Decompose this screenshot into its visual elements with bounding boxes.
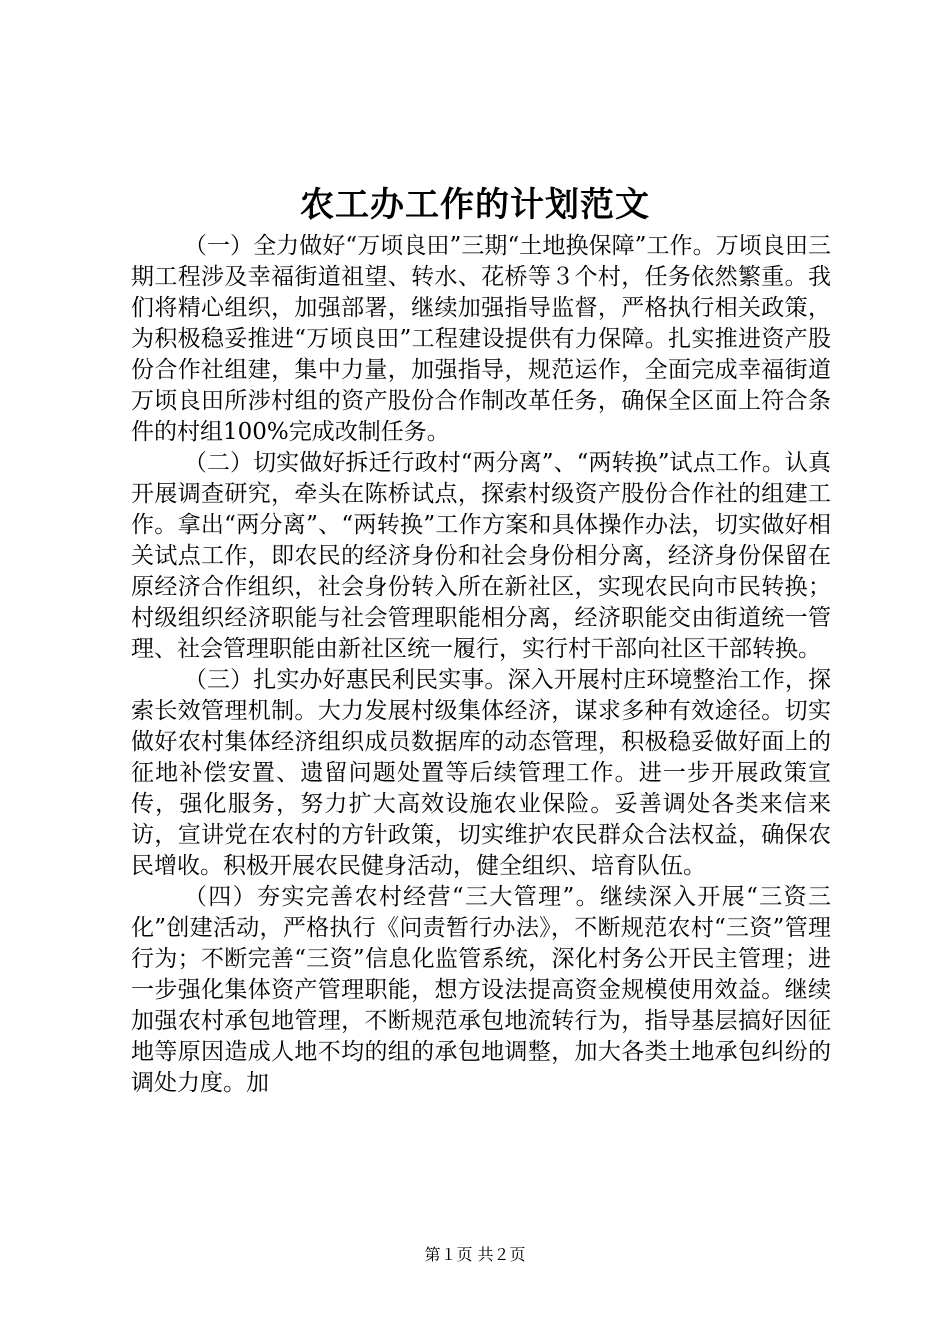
paragraph-3: （三）扎实办好惠民利民实事。深入开展村庄环境整治工作，探索长效管理机制。大力发展村级集体经济，谋求多种有效途径。切实做好农村集体经济组织成员数据库的动态管理，积极稳妥做好面上的征地补偿安置、遗留问题处置等后续管理工作。进一步开展政策宣传，强化服务，努力扩大高效设施农业保险。妥善调处各类来信来访，宣讲党在农村的方针政策，切实维护农民群众合法权益，确保农民增收。积极开展农民健身活动，健全组织、培育队伍。 bbox=[131, 667, 831, 879]
paragraph-1: （一）全力做好“万顷良田”三期“土地换保障”工作。万顷良田三期工程涉及幸福街道祖望、转水、花桥等３个村，任务依然繁重。我们将精心组织，加强部署，继续加强指导监督，严格执行相关政策，为积极稳妥推进“万顷良田”工程建设提供有力保障。扎实推进资产股份合作社组建，集中力量，加强指导，规范运作，全面完成幸福街道万顷良田所涉村组的资产股份合作制改革任务，确保全区面上符合条件的村组100%完成改制任务。 bbox=[131, 233, 831, 445]
document-body bbox=[131, 231, 831, 1099]
document-title: 农工办工作的计划范文 bbox=[300, 185, 650, 225]
paragraph-4: （四）夯实完善农村经营“三大管理”。继续深入开展“三资三化”创建活动，严格执行《问责暂行办法》，不断规范农村“三资”管理行为；不断完善“三资”信息化监管系统，深化村务公开民主管理；进一步强化集体资产管理职能，想方设法提高资金规模使用效益。继续加强农村承包地管理，不断规范承包地流转行为，指导基层搞好因征地等原因造成人地不均的组的承包地调整，加大各类土地承包纠纷的调处力度。加 bbox=[131, 884, 831, 1096]
page-number-footer: 第１页 共２页 bbox=[424, 1245, 526, 1264]
paragraph-2: （二）切实做好拆迁行政村“两分离”、“两转换”试点工作。认真开展调查研究，牵头在陈桥试点，探索村级资产股份合作社的组建工作。拿出“两分离”、“两转换”工作方案和具体操作办法，切实做好相关试点工作，即农民的经济身份和社会身份相分离，经济身份保留在原经济合作组织，社会身份转入所在新社区，实现农民向市民转换；村级组织经济职能与社会管理职能相分离，经济职能交由街道统一管理、社会管理职能由新社区统一履行，实行村干部向社区干部转换。 bbox=[131, 450, 831, 662]
